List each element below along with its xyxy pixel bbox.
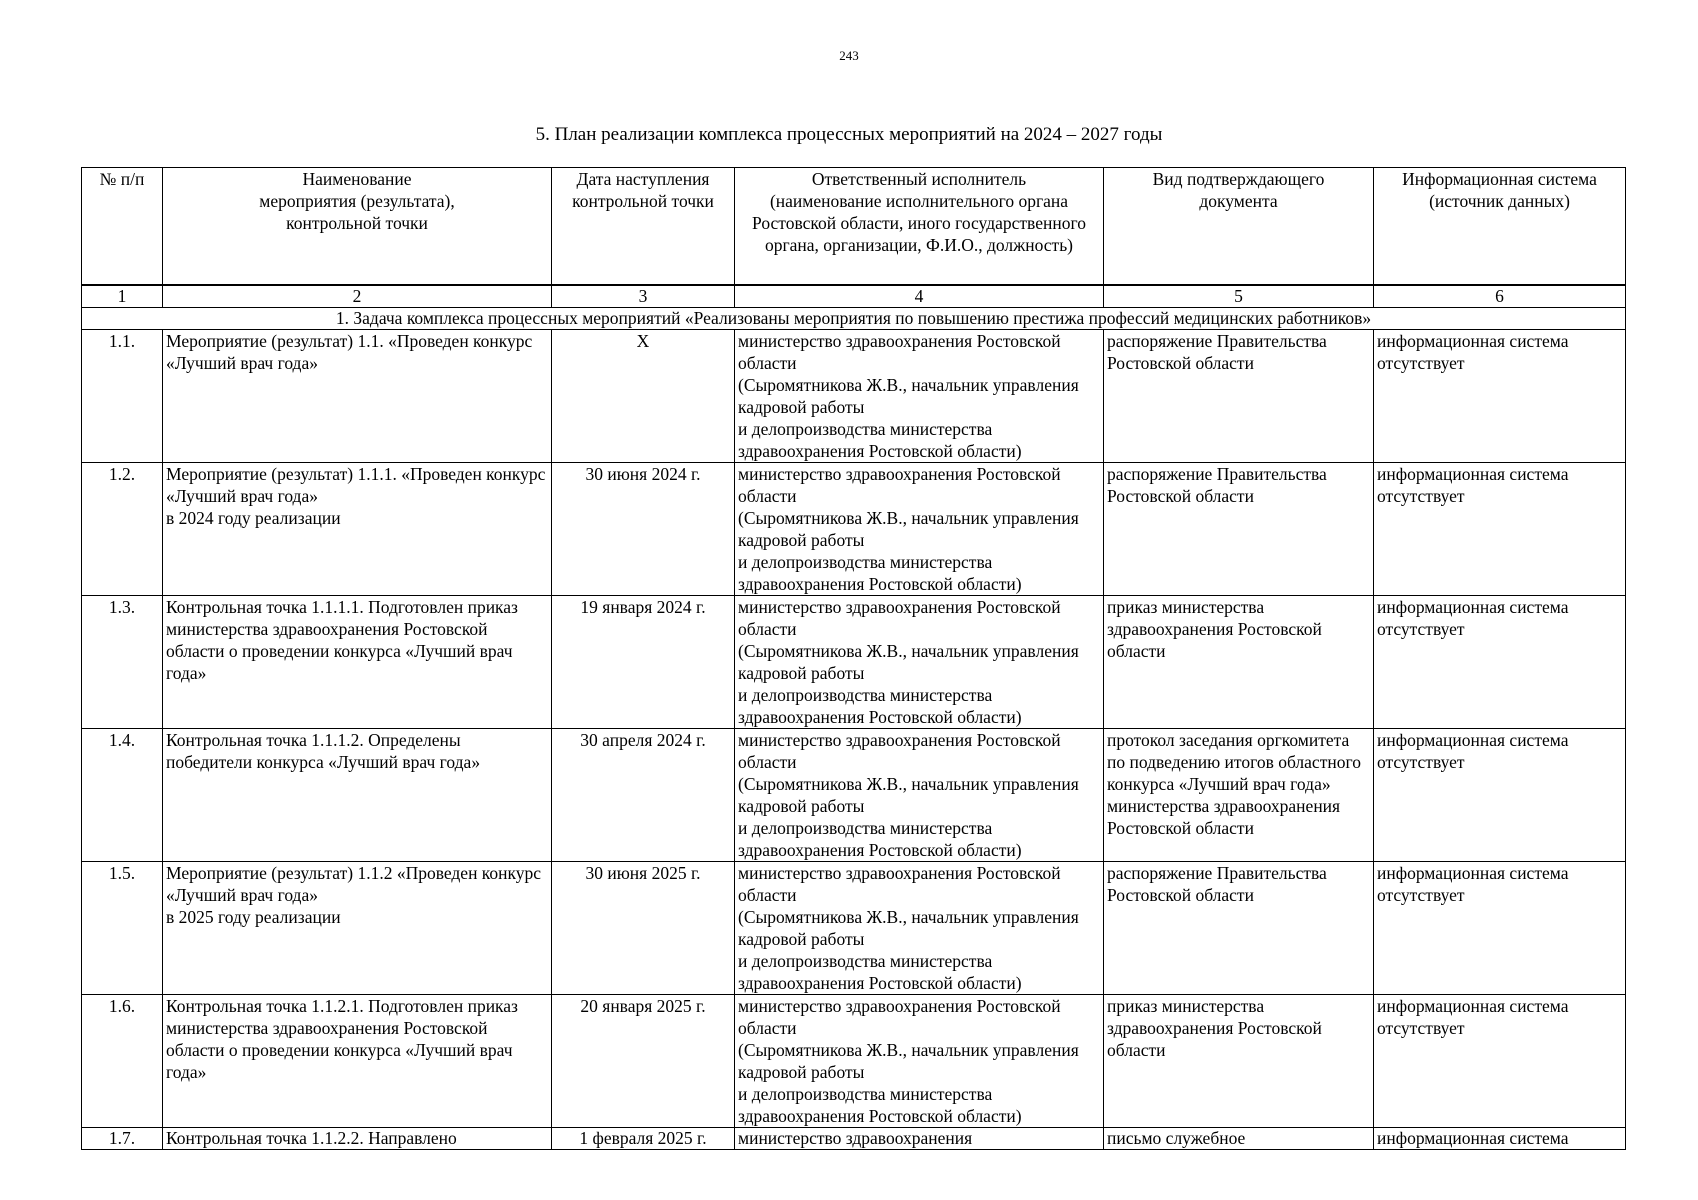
- row-date: 30 апреля 2024 г.: [552, 729, 735, 862]
- row-system: информационная система отсутствует: [1374, 463, 1626, 596]
- row-document: распоряжение Правительства Ростовской области: [1104, 330, 1374, 463]
- row-system: информационная система отсутствует: [1374, 596, 1626, 729]
- row-number: 1.2.: [82, 463, 163, 596]
- row-executor: министерство здравоохранения Ростовской области (Сыромятникова Ж.В., начальник управления кадровой работы и делопроизводства министерства здравоохранения Ростовской области): [735, 995, 1104, 1128]
- table-row: [82, 862, 1626, 995]
- row-executor: министерство здравоохранения: [735, 1128, 1104, 1150]
- table-row: [82, 995, 1626, 1128]
- row-number: 1.5.: [82, 862, 163, 995]
- row-name: Мероприятие (результат) 1.1. «Проведен конкурс «Лучший врач года»: [163, 330, 552, 463]
- column-number: 1: [82, 285, 163, 308]
- row-date: 30 июня 2024 г.: [552, 463, 735, 596]
- row-document: распоряжение Правительства Ростовской области: [1104, 862, 1374, 995]
- row-date: 30 июня 2025 г.: [552, 862, 735, 995]
- row-system: информационная система отсутствует: [1374, 729, 1626, 862]
- row-document: приказ министерства здравоохранения Ростовской области: [1104, 995, 1374, 1128]
- header-document: Вид подтверждающего документа: [1104, 168, 1374, 286]
- header-executor: Ответственный исполнитель (наименование исполнительного органа Ростовской области, иного государственного органа, организации, Ф.И.О., должность): [735, 168, 1104, 286]
- header-row: [82, 168, 1626, 286]
- row-system: информационная система отсутствует: [1374, 995, 1626, 1128]
- row-executor: министерство здравоохранения Ростовской области (Сыромятникова Ж.В., начальник управления кадровой работы и делопроизводства министерства здравоохранения Ростовской области): [735, 330, 1104, 463]
- column-number: 2: [163, 285, 552, 308]
- header-date: Дата наступления контрольной точки: [552, 168, 735, 286]
- row-name: Контрольная точка 1.1.2.2. Направлено: [163, 1128, 552, 1150]
- row-date: 1 февраля 2025 г.: [552, 1128, 735, 1150]
- task-heading-row: [82, 308, 1626, 330]
- plan-table: [81, 167, 1626, 1150]
- page-title: 5. План реализации комплекса процессных мероприятий на 2024 – 2027 годы: [535, 124, 1163, 145]
- page-number: 243: [839, 48, 859, 63]
- task-heading: 1. Задача комплекса процессных мероприятий «Реализованы мероприятия по повышению престижа профессий медицинских работников»: [82, 308, 1626, 330]
- row-executor: министерство здравоохранения Ростовской области (Сыромятникова Ж.В., начальник управления кадровой работы и делопроизводства министерства здравоохранения Ростовской области): [735, 729, 1104, 862]
- row-name: Мероприятие (результат) 1.1.2 «Проведен конкурс «Лучший врач года» в 2025 году реализации: [163, 862, 552, 995]
- table-row: [82, 463, 1626, 596]
- table-row: [82, 729, 1626, 862]
- column-number: 6: [1374, 285, 1626, 308]
- row-number: 1.3.: [82, 596, 163, 729]
- column-number: 4: [735, 285, 1104, 308]
- row-date: 20 января 2025 г.: [552, 995, 735, 1128]
- row-date: X: [552, 330, 735, 463]
- row-number: 1.4.: [82, 729, 163, 862]
- row-date: 19 января 2024 г.: [552, 596, 735, 729]
- row-system: информационная система: [1374, 1128, 1626, 1150]
- row-name: Контрольная точка 1.1.1.1. Подготовлен приказ министерства здравоохранения Ростовской области о проведении конкурса «Лучший врач года»: [163, 596, 552, 729]
- column-numbers-row: [82, 285, 1626, 308]
- row-name: Контрольная точка 1.1.2.1. Подготовлен приказ министерства здравоохранения Ростовской области о проведении конкурса «Лучший врач года»: [163, 995, 552, 1128]
- row-executor: министерство здравоохранения Ростовской области (Сыромятникова Ж.В., начальник управления кадровой работы и делопроизводства министерства здравоохранения Ростовской области): [735, 596, 1104, 729]
- column-number: 5: [1104, 285, 1374, 308]
- row-executor: министерство здравоохранения Ростовской области (Сыромятникова Ж.В., начальник управления кадровой работы и делопроизводства министерства здравоохранения Ростовской области): [735, 862, 1104, 995]
- row-document: письмо служебное: [1104, 1128, 1374, 1150]
- row-name: Контрольная точка 1.1.1.2. Определены победители конкурса «Лучший врач года»: [163, 729, 552, 862]
- row-number: 1.6.: [82, 995, 163, 1128]
- header-system: Информационная система (источник данных): [1374, 168, 1626, 286]
- row-number: 1.1.: [82, 330, 163, 463]
- row-document: приказ министерства здравоохранения Ростовской области: [1104, 596, 1374, 729]
- row-document: протокол заседания оргкомитета по подведению итогов областного конкурса «Лучший врач года» министерства здравоохранения Ростовской области: [1104, 729, 1374, 862]
- table-row: [82, 330, 1626, 463]
- header-name: Наименование мероприятия (результата), контрольной точки: [163, 168, 552, 286]
- header-num: № п/п: [82, 168, 163, 286]
- row-system: информационная система отсутствует: [1374, 330, 1626, 463]
- row-number: 1.7.: [82, 1128, 163, 1150]
- row-executor: министерство здравоохранения Ростовской области (Сыромятникова Ж.В., начальник управления кадровой работы и делопроизводства министерства здравоохранения Ростовской области): [735, 463, 1104, 596]
- table-row: [82, 1128, 1626, 1150]
- row-name: Мероприятие (результат) 1.1.1. «Проведен конкурс «Лучший врач года» в 2024 году реализации: [163, 463, 552, 596]
- column-number: 3: [552, 285, 735, 308]
- row-system: информационная система отсутствует: [1374, 862, 1626, 995]
- table-row: [82, 596, 1626, 729]
- row-document: распоряжение Правительства Ростовской области: [1104, 463, 1374, 596]
